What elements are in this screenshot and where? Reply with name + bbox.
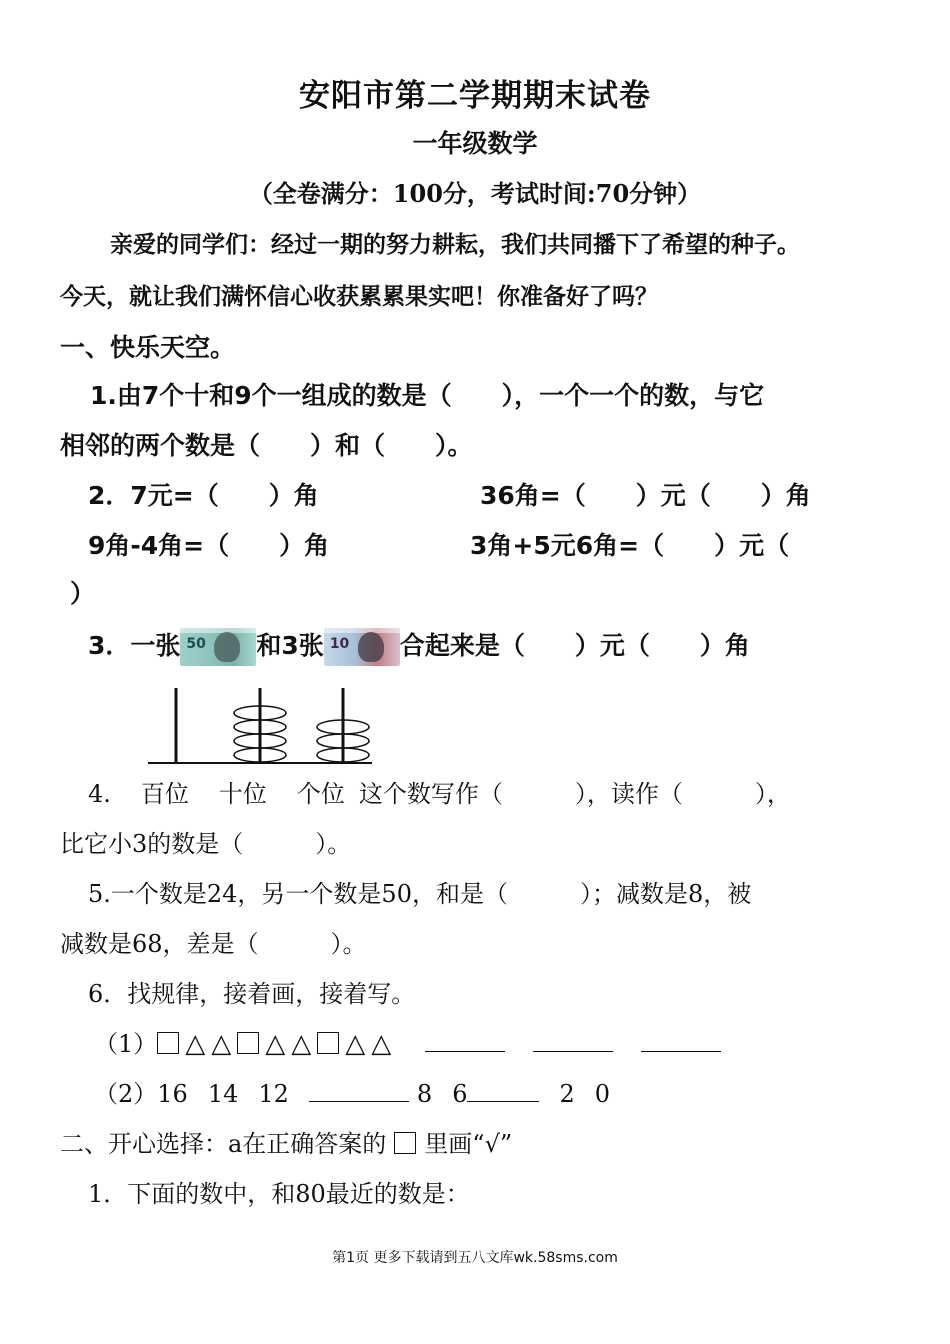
banknote-50-image bbox=[180, 628, 256, 666]
place-label-ones: 个位 bbox=[296, 780, 345, 808]
q5-line-1: 5.一个数是24，另一个数是50，和是（ ）；减数是8，被 bbox=[88, 880, 752, 908]
banknote-10-image bbox=[324, 628, 400, 666]
q6-1-pattern bbox=[157, 1030, 397, 1058]
place-label-hundreds: 百位 bbox=[140, 780, 189, 808]
q2-c: 9角-4角=（ ）角 bbox=[88, 531, 330, 560]
banknote-50-value: 50 bbox=[186, 636, 206, 652]
answer-blank[interactable] bbox=[309, 1081, 409, 1102]
portrait-icon bbox=[214, 632, 240, 662]
q6-heading: 6．找规律，接着画，接着写。 bbox=[88, 980, 416, 1008]
square-shape-icon bbox=[237, 1032, 259, 1054]
q2-b: 36角=（ ）元（ ）角 bbox=[480, 481, 811, 510]
triangle-shape-icon: △ bbox=[345, 1029, 366, 1059]
q4-line-1 bbox=[88, 774, 791, 809]
q6-1-row bbox=[94, 1024, 721, 1059]
section-1-heading: 一、快乐天空。 bbox=[60, 333, 236, 362]
square-shape-icon bbox=[317, 1032, 339, 1054]
exam-meta: （全卷满分：100分，考试时间:70分钟） bbox=[248, 179, 702, 208]
seq-value: 6 bbox=[452, 1080, 468, 1108]
triangle-shape-icon: △ bbox=[291, 1029, 312, 1059]
q6-2-label: （2） bbox=[94, 1080, 158, 1108]
q2-d: 3角+5元6角=（ ）元（ bbox=[470, 531, 790, 560]
q4-rest: 这个数写作（ ），读作（ ）， bbox=[358, 780, 791, 808]
place-label-tens: 十位 bbox=[218, 780, 267, 808]
seq-value: 12 bbox=[258, 1080, 289, 1108]
seq-value: 16 bbox=[157, 1080, 188, 1108]
q2-e: ） bbox=[70, 579, 96, 608]
portrait-icon bbox=[358, 632, 384, 662]
triangle-shape-icon: △ bbox=[265, 1029, 286, 1059]
q1-line-2: 相邻的两个数是（ ）和（ ）。 bbox=[60, 431, 473, 460]
banknote-10-value: 10 bbox=[329, 636, 350, 652]
section-2-heading bbox=[60, 1124, 512, 1159]
q4-line-2: 比它小3的数是（ ）。 bbox=[60, 830, 352, 858]
page-title: 安阳市第二学期期末试卷 bbox=[299, 78, 651, 114]
section-2-q1: 1．下面的数中，和80最近的数是： bbox=[88, 1180, 470, 1208]
q4-number: 4. bbox=[88, 780, 111, 808]
q3-mid: 和3张 bbox=[256, 631, 324, 660]
triangle-shape-icon: △ bbox=[371, 1029, 392, 1059]
answer-blank[interactable] bbox=[425, 1031, 505, 1052]
q6-1-label: （1） bbox=[94, 1030, 158, 1058]
seq-value: 0 bbox=[594, 1080, 611, 1108]
abacus-diagram bbox=[140, 683, 380, 768]
page-subtitle: 一年级数学 bbox=[412, 129, 538, 158]
q3-suffix: 合起来是（ ）元（ ）角 bbox=[399, 631, 750, 660]
q2-a: 2．7元=（ ）角 bbox=[88, 481, 319, 510]
answer-blank[interactable] bbox=[641, 1031, 721, 1052]
q3-prefix: 3．一张 bbox=[88, 631, 181, 660]
square-shape-icon bbox=[157, 1032, 179, 1054]
page-footer: 第1页 更多下载请到五八文库wk.58sms.com bbox=[332, 1250, 618, 1266]
seq-value: 2 bbox=[559, 1080, 575, 1108]
answer-blank[interactable] bbox=[533, 1031, 613, 1052]
triangle-shape-icon: △ bbox=[185, 1029, 206, 1059]
q5-line-2: 减数是68，差是（ ）。 bbox=[60, 930, 367, 958]
q3 bbox=[88, 626, 750, 666]
q6-2-row bbox=[94, 1074, 610, 1109]
section-2-heading-suffix: 里画“√” bbox=[424, 1130, 513, 1158]
intro-line-1: 亲爱的同学们：经过一期的努力耕耘，我们共同播下了希望的种子。 bbox=[110, 232, 800, 258]
triangle-shape-icon: △ bbox=[211, 1029, 232, 1059]
intro-line-2: 今天，就让我们满怀信心收获累累果实吧！你准备好了吗？ bbox=[60, 284, 658, 310]
seq-value: 8 bbox=[416, 1080, 433, 1108]
q1-line-1: 1.由7个十和9个一组成的数是（ ），一个一个的数，与它 bbox=[90, 381, 765, 410]
section-2-heading-prefix: 二、开心选择：a在正确答案的 bbox=[60, 1130, 387, 1158]
checkbox-square-icon bbox=[394, 1132, 416, 1154]
seq-value: 14 bbox=[207, 1080, 239, 1108]
answer-blank[interactable] bbox=[467, 1081, 539, 1102]
